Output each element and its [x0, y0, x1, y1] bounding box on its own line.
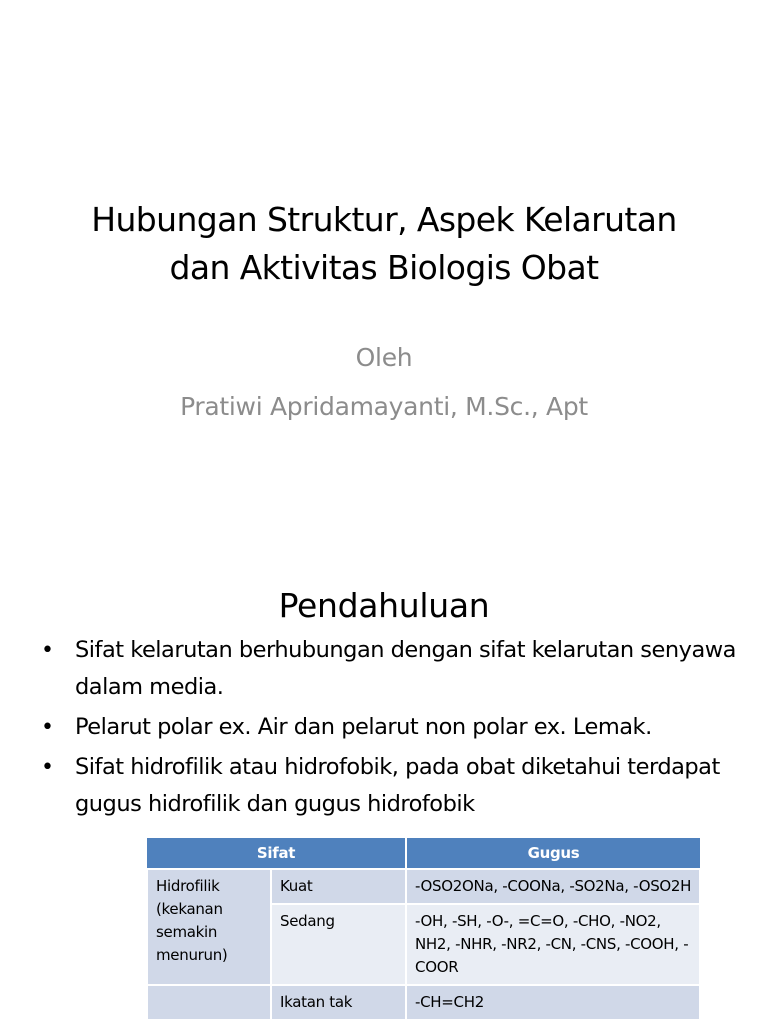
- bullet-text: Sifat hidrofilik atau hidrofobik, pada obat diketahui terdapat gugus hidrofilik dan gugus hidrofobik: [75, 754, 720, 817]
- slide-title-line-2: dan Aktivitas Biologis Obat: [169, 248, 599, 287]
- level-cell: Sedang: [271, 904, 406, 985]
- table-header-row: [147, 838, 700, 869]
- bullet-list: [36, 632, 752, 826]
- slide-subtitle: [0, 333, 768, 431]
- table-row: [147, 985, 700, 1020]
- slide-title-line-1: Hubungan Struktur, Aspek Kelarutan: [91, 200, 677, 239]
- header-sifat: Sifat: [147, 838, 406, 869]
- bullet-text: Pelarut polar ex. Air dan pelarut non polar ex. Lemak.: [75, 714, 652, 740]
- bullet-dot-icon: •: [41, 638, 54, 663]
- gugus-cell: -OH, -SH, -O-, =C=O, -CHO, -NO2, NH2, -NHR, -NR2, -CN, -CNS, -COOH, -COOR: [406, 904, 700, 985]
- table-row: [147, 869, 700, 904]
- header-gugus: Gugus: [406, 838, 700, 869]
- bullet-item: [36, 709, 752, 746]
- gugus-cell: -CH=CH2: [406, 985, 700, 1020]
- bullet-dot-icon: •: [41, 755, 54, 780]
- group-label-cell: Hidrofilik (kekanan semakin menurun): [147, 869, 271, 985]
- bullet-dot-icon: •: [41, 715, 54, 740]
- bullet-item: [36, 749, 752, 823]
- hydrophilic-groups-table: [146, 838, 701, 1021]
- level-cell: Ikatan tak: [271, 985, 406, 1020]
- author-name: Pratiwi Apridamayanti, M.Sc., Apt: [180, 392, 588, 421]
- bullet-item: [36, 632, 752, 706]
- gugus-cell: -OSO2ONa, -COONa, -SO2Na, -OSO2H: [406, 869, 700, 904]
- group-label-cell-empty: [147, 985, 271, 1020]
- subtitle-by: Oleh: [355, 343, 413, 372]
- bullet-text: Sifat kelarutan berhubungan dengan sifat kelarutan senyawa dalam media.: [75, 637, 736, 700]
- section-title: Pendahuluan: [278, 586, 490, 625]
- level-cell: Kuat: [271, 869, 406, 904]
- slide-title: [0, 196, 768, 292]
